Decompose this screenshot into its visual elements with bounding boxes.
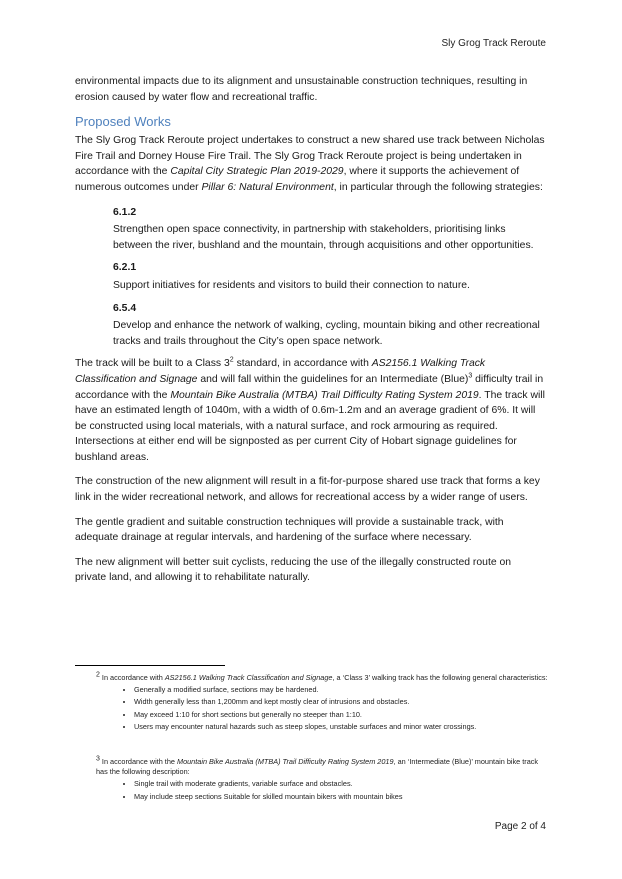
pillar-title: Pillar 6: Natural Environment [201, 181, 334, 193]
strategy-text: Develop and enhance the network of walking, cycling, mountain biking and other recreational tracks and trails throughout the City’s open space network. [113, 320, 540, 347]
strategy-number: 6.5.4 [113, 302, 137, 314]
text-run: standard, in accordance with [233, 358, 372, 370]
footnote-2 [96, 673, 548, 734]
page-number: Page 2 of 4 [494, 821, 546, 832]
list-item: • May exceed 1:10 for short sections but generally no steeper than 1:10. [134, 710, 548, 720]
footnote-mark: 2 [96, 671, 100, 679]
running-header: Sly Grog Track Reroute [441, 38, 546, 49]
strategy-text: Strengthen open space connectivity, in partnership with stakeholders, prioritising links between the river, bushland and the mountain, through acquisitions and other opportunities. [113, 224, 534, 251]
strategy-item [113, 205, 545, 254]
footnote-ref-3[interactable]: 3 [468, 372, 473, 380]
list-item: • Generally a modified surface, sections may be hardened. [134, 685, 548, 695]
strategy-item [113, 301, 545, 350]
standard-title: AS2156.1 Walking Track Classification and Signage [75, 358, 486, 385]
intro-paragraph: environmental impacts due to its alignment and unsustainable construction techniques, resulting in erosion caused by water flow and recreational traffic. [75, 76, 528, 103]
text-run: , a ‘Class 3’ walking track has the following general characteristics: [332, 673, 548, 682]
mtba-title: Mountain Bike Australia (MTBA) Trail Difficulty Rating System 2019 [176, 757, 394, 766]
strategic-plan-title: Capital City Strategic Plan 2019-2029 [170, 166, 344, 178]
footnote-mark: 3 [96, 755, 100, 763]
text-run: difficulty trail in accordance with the [75, 373, 544, 401]
list-item: • Users may encounter natural hazards such as steep slopes, unstable surfaces and minor water crossings. [134, 722, 548, 732]
text-run: The Sly Grog Track Reroute project undertakes to construct a new shared use track between Nicholas Fire Trail and Dorney House Fire Trail. The Sly Grog Track Reroute project is being undertaken in accordance with the [75, 135, 545, 178]
strategy-number: 6.2.1 [113, 262, 137, 274]
paragraph-construction: The construction of the new alignment will result in a fit-for-purpose shared use track that forms a key link in the wider recreational network, and allows for recreational access by a wider range of users. [75, 476, 540, 504]
strategy-text: Support initiatives for residents and visitors to build their connection to nature. [113, 279, 470, 291]
text-run: In accordance with [99, 673, 165, 682]
list-item: • Single trail with moderate gradients, variable surface and obstacles. [134, 779, 548, 789]
list-item: • May include steep sections Suitable for skilled mountain bikers with mountain bikes [134, 792, 548, 802]
text-run: , in particular through the following strategies: [333, 181, 543, 193]
standard-title: AS2156.1 Walking Track Classification and Signage [164, 673, 333, 682]
footnote-list [96, 779, 548, 801]
text-run: , an ‘Intermediate (Blue)’ mountain bike track has the following description: [96, 757, 539, 777]
text-run: , where it supports the achievement of numerous outcomes under [75, 166, 520, 193]
mtba-title: Mountain Bike Australia (MTBA) Trail Difficulty Rating System 2019 [170, 389, 479, 401]
footnote-3 [96, 757, 548, 804]
strategy-number: 6.1.2 [113, 206, 137, 218]
text-run: The track will be built to a Class 3 [75, 358, 230, 370]
section-heading: Proposed Works [75, 114, 171, 130]
footnote-list [96, 685, 548, 732]
footnote-ref-2[interactable]: 2 [229, 356, 234, 364]
paragraph-strategic-plan [75, 133, 545, 195]
document-body [75, 74, 545, 595]
footnote-separator [75, 665, 225, 666]
text-run: In accordance with the [99, 757, 177, 766]
text-run: . The track will have an estimated length of 1040m, with a width of 0.6m-1.2m and an average gradient of 6%. It will be constructed using local materials, with a natural surface, and rock armouring as required. Intersections at either end will be signposted as per current City of Hobart signage guidelines for bushland areas. [75, 389, 545, 463]
list-item: • Width generally less than 1,200mm and kept mostly clear of intrusions and obstacles. [134, 697, 548, 707]
paragraph-gradient: The gentle gradient and suitable construction techniques will provide a sustainable track, with adequate drainage at regular intervals, and hardening of the surface where necessary. [75, 516, 504, 544]
paragraph-track-spec [75, 356, 545, 465]
text-run: and will fall within the guidelines for an Intermediate (Blue) [197, 373, 469, 385]
paragraph-cyclists: The new alignment will better suit cyclists, reducing the use of the illegally constructed route on private land, and allowing it to rehabilitate naturally. [75, 556, 512, 584]
strategy-item [113, 260, 545, 293]
